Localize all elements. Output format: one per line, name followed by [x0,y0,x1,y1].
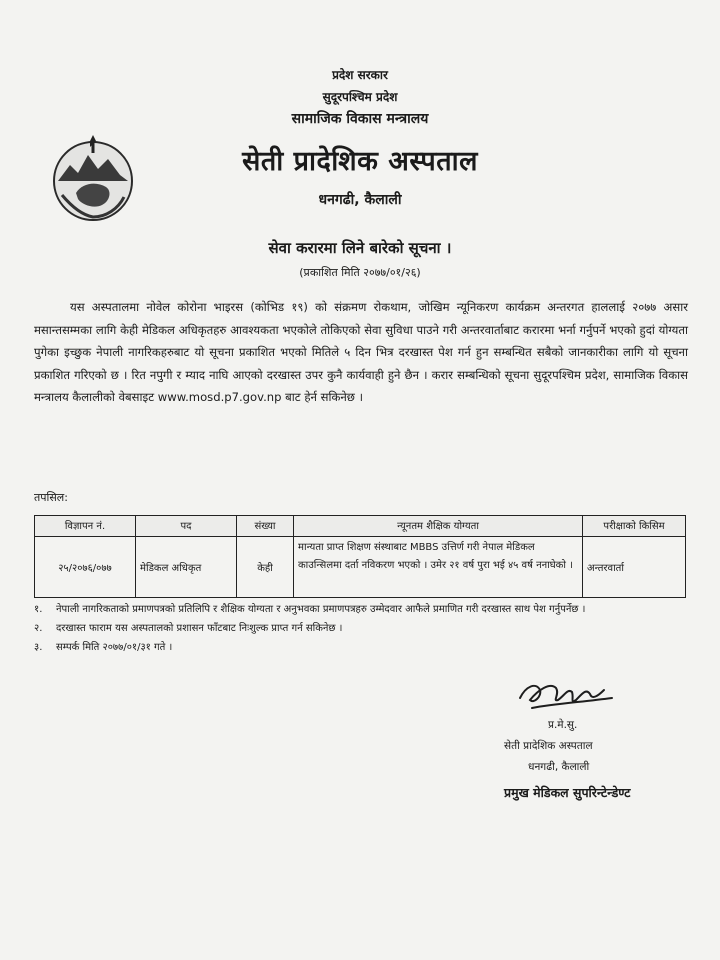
header-post: पद [136,516,237,537]
signatory-place: धनगढी, कैलाली [528,761,590,773]
note-item [34,600,694,619]
note-number: १. [34,604,43,615]
hospital-name: सेती प्रादेशिक अस्पताल [242,146,478,177]
table-row [35,537,686,598]
note-text: दरखास्त फाराम यस अस्पतालको प्रशासन फाँटबाट निःशुल्क प्राप्त गर्न सकिनेछ । [56,623,343,634]
cell-ad-number: २५/२०७६/०७७ [35,537,136,598]
header-ad-number: विज्ञापन नं. [35,516,136,537]
notes-list [34,600,694,657]
signatory-org: सेती प्रादेशिक अस्पताल [504,740,593,752]
note-text: नेपाली नागरिकताको प्रमाणपत्रको प्रतिलिपि र शैक्षिक योग्यता र अनुभवका प्रमाणपत्रहरु उम्मेदवार आफैले प्रमाणित गरी दरखास्त साथ पेश गर्नुपर्नेछ । [56,604,586,615]
ministry-line: सामाजिक विकास मन्त्रालय [291,111,429,127]
published-date: (प्रकाशित मिति २०७७/०१/२६) [299,266,421,279]
cell-exam-type: अन्तरवार्ता [583,537,686,598]
cell-count: केही [237,537,294,598]
vacancy-table [34,515,686,598]
hospital-location: धनगढी, कैलाली [318,192,402,208]
signatory-title: प्रमुख मेडिकल सुपरिन्टेन्डेण्ट [504,785,631,800]
header-count: संख्या [237,516,294,537]
note-item [34,638,694,657]
note-item [34,619,694,638]
header-qualification: न्यूनतम शैक्षिक योग्यता [294,516,583,537]
cell-qualification: मान्यता प्राप्त शिक्षण संस्थाबाट MBBS उत्तिर्ण गरी नेपाल मेडिकल काउन्सिलमा दर्ता नविकरण भएको । उमेर २१ वर्ष पुरा भई ४५ वर्ष ननाघेको । [294,537,583,598]
province-line: सुदूरपश्चिम प्रदेश [322,90,398,104]
note-number: ३. [34,642,43,653]
note-text: सम्पर्क मिति २०७७/०१/३१ गते । [56,642,173,653]
notice-title: सेवा करारमा लिने बारेको सूचना । [268,239,452,257]
note-number: २. [34,623,43,634]
table-header-row [35,516,686,537]
cell-post: मेडिकल अधिकृत [136,537,237,598]
government-line: प्रदेश सरकार [332,68,388,82]
notice-body: यस अस्पतालमा नोवेल कोरोना भाइरस (कोभिड १९) को संक्रमण रोकथाम, जोखिम न्यूनिकरण कार्यक्रम अन्तरगत हाललाई २०७७ असार मसान्तसम्मका लागि केही मेडिकल अधिकृतहरु आवश्यकता भएकोले तोकिएको सेवा सुविधा पाउने गरी अन्तरवार्ताबाट करारमा भर्ना गर्नुपर्ने भएको हुदां योग्यता पुगेका इच्छुक नेपाली नागरिकहरुबाट यो सूचना प्रकाशित भएको मितिले ५ दिन भित्र दरखास्त पेश गर्न हुन सम्बन्धित सबैको जानकारीका लागि यो सूचना प्रकाशित गरिएको छ । रित नपुगी र म्याद नाघि आएको दरखास्त उपर कुनै कार्यवाही हुने छैन । करार सम्बन्धिको सूचना सुदूरपश्चिम प्रदेश, सामाजिक विकास मन्त्रालय कैलालीको वेबसाइट www.mosd.p7.gov.np बाट हेर्न सकिनेछ । [34,300,688,405]
header-exam-type: परीक्षाको किसिम [583,516,686,537]
handwritten-signature [512,668,622,718]
signatory-abbr: प्र.मे.सु. [548,719,578,731]
details-label: तपसिल: [34,491,68,504]
